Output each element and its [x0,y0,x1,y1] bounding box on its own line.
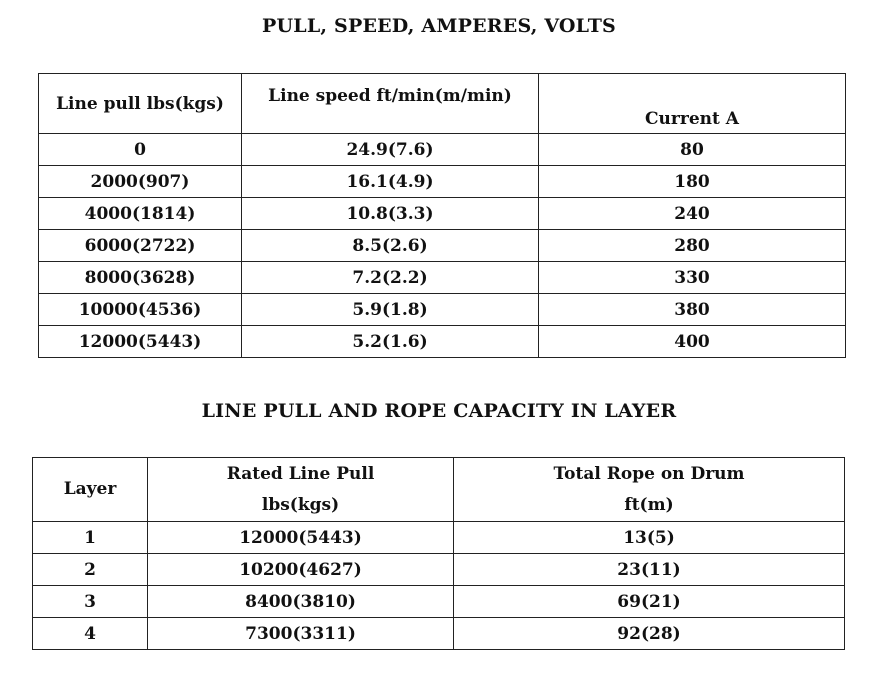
cell-line-pull: 2000(907) [39,166,242,198]
table-row [33,554,845,586]
header-line-speed: Line speed ft/min(m/min) [242,74,539,134]
cell-line-speed: 5.9(1.8) [242,294,539,326]
cell-current: 280 [539,230,846,262]
header-total-rope-label: Total Rope on Drum [553,463,745,484]
pull-speed-table [38,73,846,358]
cell-line-speed: 16.1(4.9) [242,166,539,198]
rope-capacity-table [32,457,845,650]
cell-total-rope: 69(21) [454,586,845,618]
cell-line-speed: 8.5(2.6) [242,230,539,262]
cell-line-speed: 24.9(7.6) [242,134,539,166]
cell-total-rope: 13(5) [454,522,845,554]
cell-rated-line-pull: 10200(4627) [148,554,454,586]
header-layer: Layer [33,458,148,522]
cell-current: 400 [539,326,846,358]
cell-total-rope: 23(11) [454,554,845,586]
cell-current: 380 [539,294,846,326]
table-row [39,262,846,294]
table-row [39,134,846,166]
cell-current: 80 [539,134,846,166]
cell-rated-line-pull: 8400(3810) [148,586,454,618]
table-row [33,522,845,554]
cell-layer: 1 [33,522,148,554]
cell-layer: 2 [33,554,148,586]
header-current: Current A [539,74,846,134]
table-row [39,326,846,358]
cell-line-pull: 12000(5443) [39,326,242,358]
table-row [39,294,846,326]
cell-line-pull: 0 [39,134,242,166]
table-header-row [39,74,846,134]
rope-capacity-title: LINE PULL AND ROPE CAPACITY IN LAYER [201,400,677,422]
header-total-rope-unit: ft(m) [624,494,674,515]
cell-line-pull: 6000(2722) [39,230,242,262]
cell-rated-line-pull: 7300(3311) [148,618,454,650]
cell-line-pull: 4000(1814) [39,198,242,230]
table-row [33,586,845,618]
cell-layer: 4 [33,618,148,650]
header-total-rope [454,458,845,522]
pull-speed-title: PULL, SPEED, AMPERES, VOLTS [262,15,616,37]
cell-total-rope: 92(28) [454,618,845,650]
cell-line-pull: 8000(3628) [39,262,242,294]
table-row [39,198,846,230]
cell-current: 330 [539,262,846,294]
table-header-row [33,458,845,522]
cell-line-speed: 7.2(2.2) [242,262,539,294]
header-rated-line-pull-label: Rated Line Pull [226,463,375,484]
table-row [39,166,846,198]
header-rated-line-pull-unit: lbs(kgs) [261,494,340,515]
cell-current: 240 [539,198,846,230]
cell-layer: 3 [33,586,148,618]
cell-current: 180 [539,166,846,198]
cell-line-pull: 10000(4536) [39,294,242,326]
table-row [33,618,845,650]
header-line-pull: Line pull lbs(kgs) [39,74,242,134]
cell-rated-line-pull: 12000(5443) [148,522,454,554]
cell-line-speed: 10.8(3.3) [242,198,539,230]
table-row [39,230,846,262]
header-rated-line-pull [148,458,454,522]
cell-line-speed: 5.2(1.6) [242,326,539,358]
